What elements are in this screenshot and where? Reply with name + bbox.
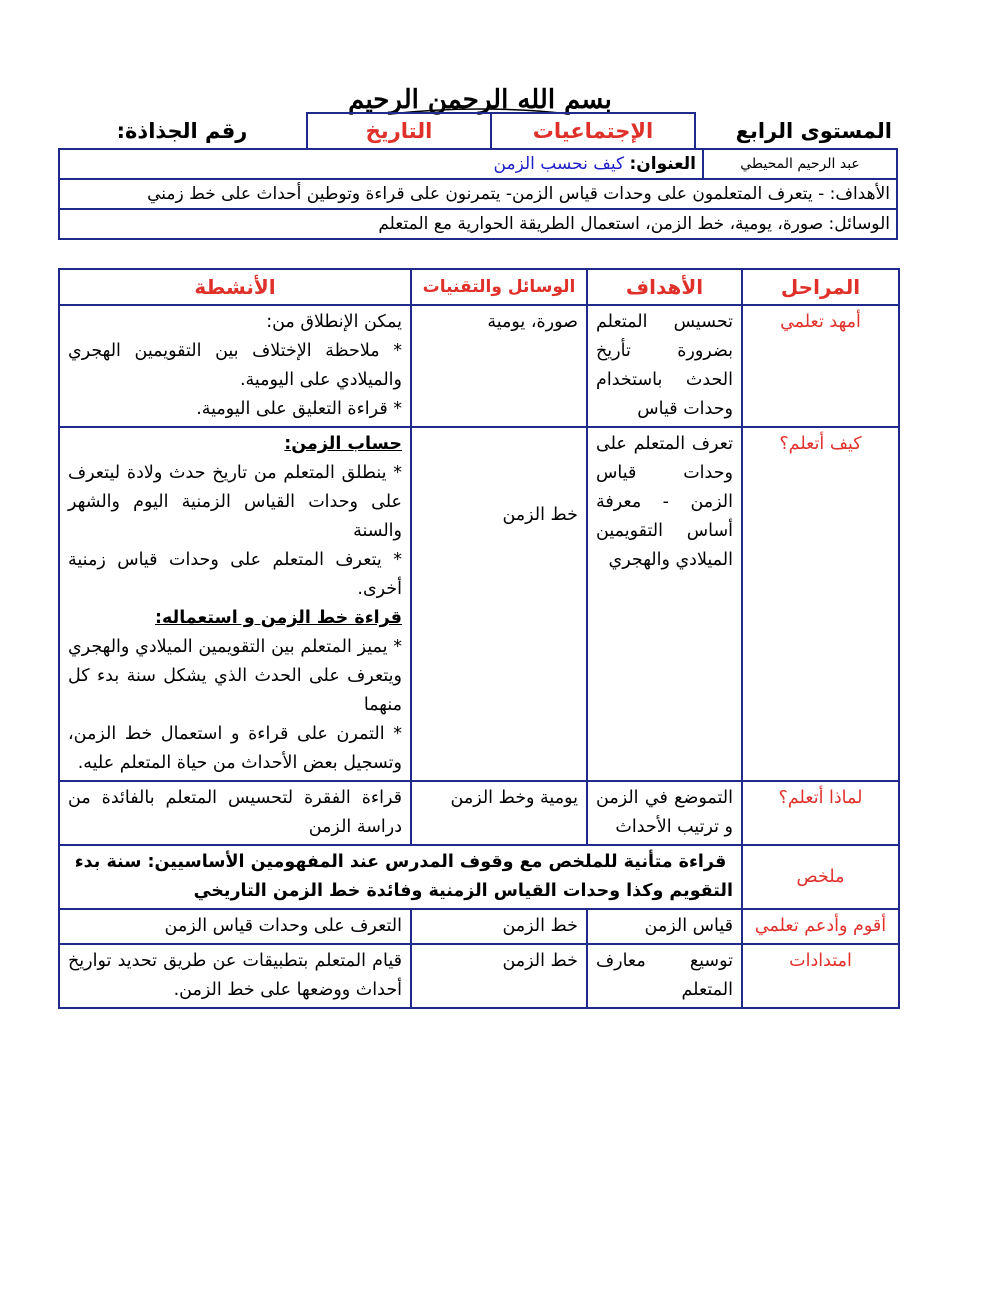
means-cell: خط الزمن [411,944,587,1008]
header-goals: الأهداف [587,269,742,305]
goals-cell: قياس الزمن [587,909,742,944]
activity-line: يمكن الإنطلاق من: [266,312,402,332]
info-table [58,148,898,240]
table-row [59,845,899,909]
table-row [59,944,899,1008]
svg-text:بسم الله الرحمن الرحيم: بسم الله الرحمن الرحيم [348,85,612,115]
activity-line: * ملاحظة الإختلاف بين التقويمين الهجري والميلادي على اليومية. [68,341,402,390]
activities-cell [59,427,411,781]
stage-cell: كيف أتعلم؟ [742,427,899,781]
stage-cell: ملخص [742,845,899,909]
stage-cell: لماذا أتعلم؟ [742,781,899,845]
activity-line: * ينطلق المتعلم من تاريخ حدث ولادة ليتعرف على وحدات القياس الزمنية اليوم والشهر والسنة [68,463,402,541]
lesson-table [58,268,900,1009]
stage-cell: أمهد تعلمي [742,305,899,427]
activity-line: * التمرن على قراءة و استعمال خط الزمن، وتسجيل بعض الأحداث من حياة المتعلم عليه. [68,724,402,773]
means-row: الوسائل: صورة، يومية، خط الزمن، استعمال الطريقة الحوارية مع المتعلم [59,209,897,239]
header-activities: الأنشطة [59,269,411,305]
branch-label: التاريخ [307,113,491,149]
goals-cell: التموضع في الزمن و ترتيب الأحداث [587,781,742,845]
header-stages: المراحل [742,269,899,305]
table-row [59,427,899,781]
means-cell: خط الزمن [411,427,587,781]
means-cell: يومية وخط الزمن [411,781,587,845]
sheet-number-label: رقم الجذاذة: [116,119,248,143]
activity-heading: قراءة خط الزمن و استعماله: [155,608,402,628]
header-means: الوسائل والتقنيات [411,269,587,305]
objectives-row: الأهداف: - يتعرف المتعلمون على وحدات قياس الزمن- يتمرنون على قراءة وتوطين أحداث على خط زمني [59,179,897,209]
activity-line: * يميز المتعلم بين التقويمين الميلادي والهجري ويتعرف على الحدث الذي يشكل سنة بدء كل منهما [68,637,402,715]
title-cell [59,149,703,179]
table-row [59,781,899,845]
level-label: المستوى الرابع [735,119,892,143]
table-row [59,909,899,944]
activity-line: * قراءة التعليق على اليومية. [196,399,402,419]
header-row [58,112,898,150]
activities-cell: التعرف على وحدات قياس الزمن [59,909,411,944]
summary-cell: قراءة متأنية للملخص مع وقوف المدرس عند المفهومين الأساسيين: سنة بدء التقويم وكذا وحدات القياس الزمنية وفائدة خط الزمن التاريخي [59,845,742,909]
activities-cell: قراءة الفقرة لتحسيس المتعلم بالفائدة من دراسة الزمن [59,781,411,845]
goals-cell: تعرف المتعلم على وحدات قياس الزمن - معرفة أساس التقويمين الميلادي والهجري [587,427,742,781]
activity-heading: حساب الزمن: [284,434,402,454]
table-row [59,305,899,427]
means-cell: صورة، يومية [411,305,587,427]
teacher-name: عبد الرحيم المحيطي [703,149,897,179]
activities-cell: قيام المتعلم بتطبيقات عن طريق تحديد تواريخ أحداث ووضعها على خط الزمن. [59,944,411,1008]
stage-cell: امتدادات [742,944,899,1008]
activity-line: * يتعرف المتعلم على وحدات قياس زمنية أخرى. [68,550,402,599]
table-header-row [59,269,899,305]
stage-cell: أقوم وأدعم تعلمي [742,909,899,944]
title-label: العنوان: [629,154,696,174]
means-cell: خط الزمن [411,909,587,944]
activities-cell [59,305,411,427]
goals-cell: تحسيس المتعلم بضرورة تأريخ الحدث باستخدام وحدات قياس [587,305,742,427]
title-value: كيف نحسب الزمن [493,154,625,174]
subject-label: الإجتماعيات [491,113,695,149]
goals-cell: توسيع معارف المتعلم [587,944,742,1008]
